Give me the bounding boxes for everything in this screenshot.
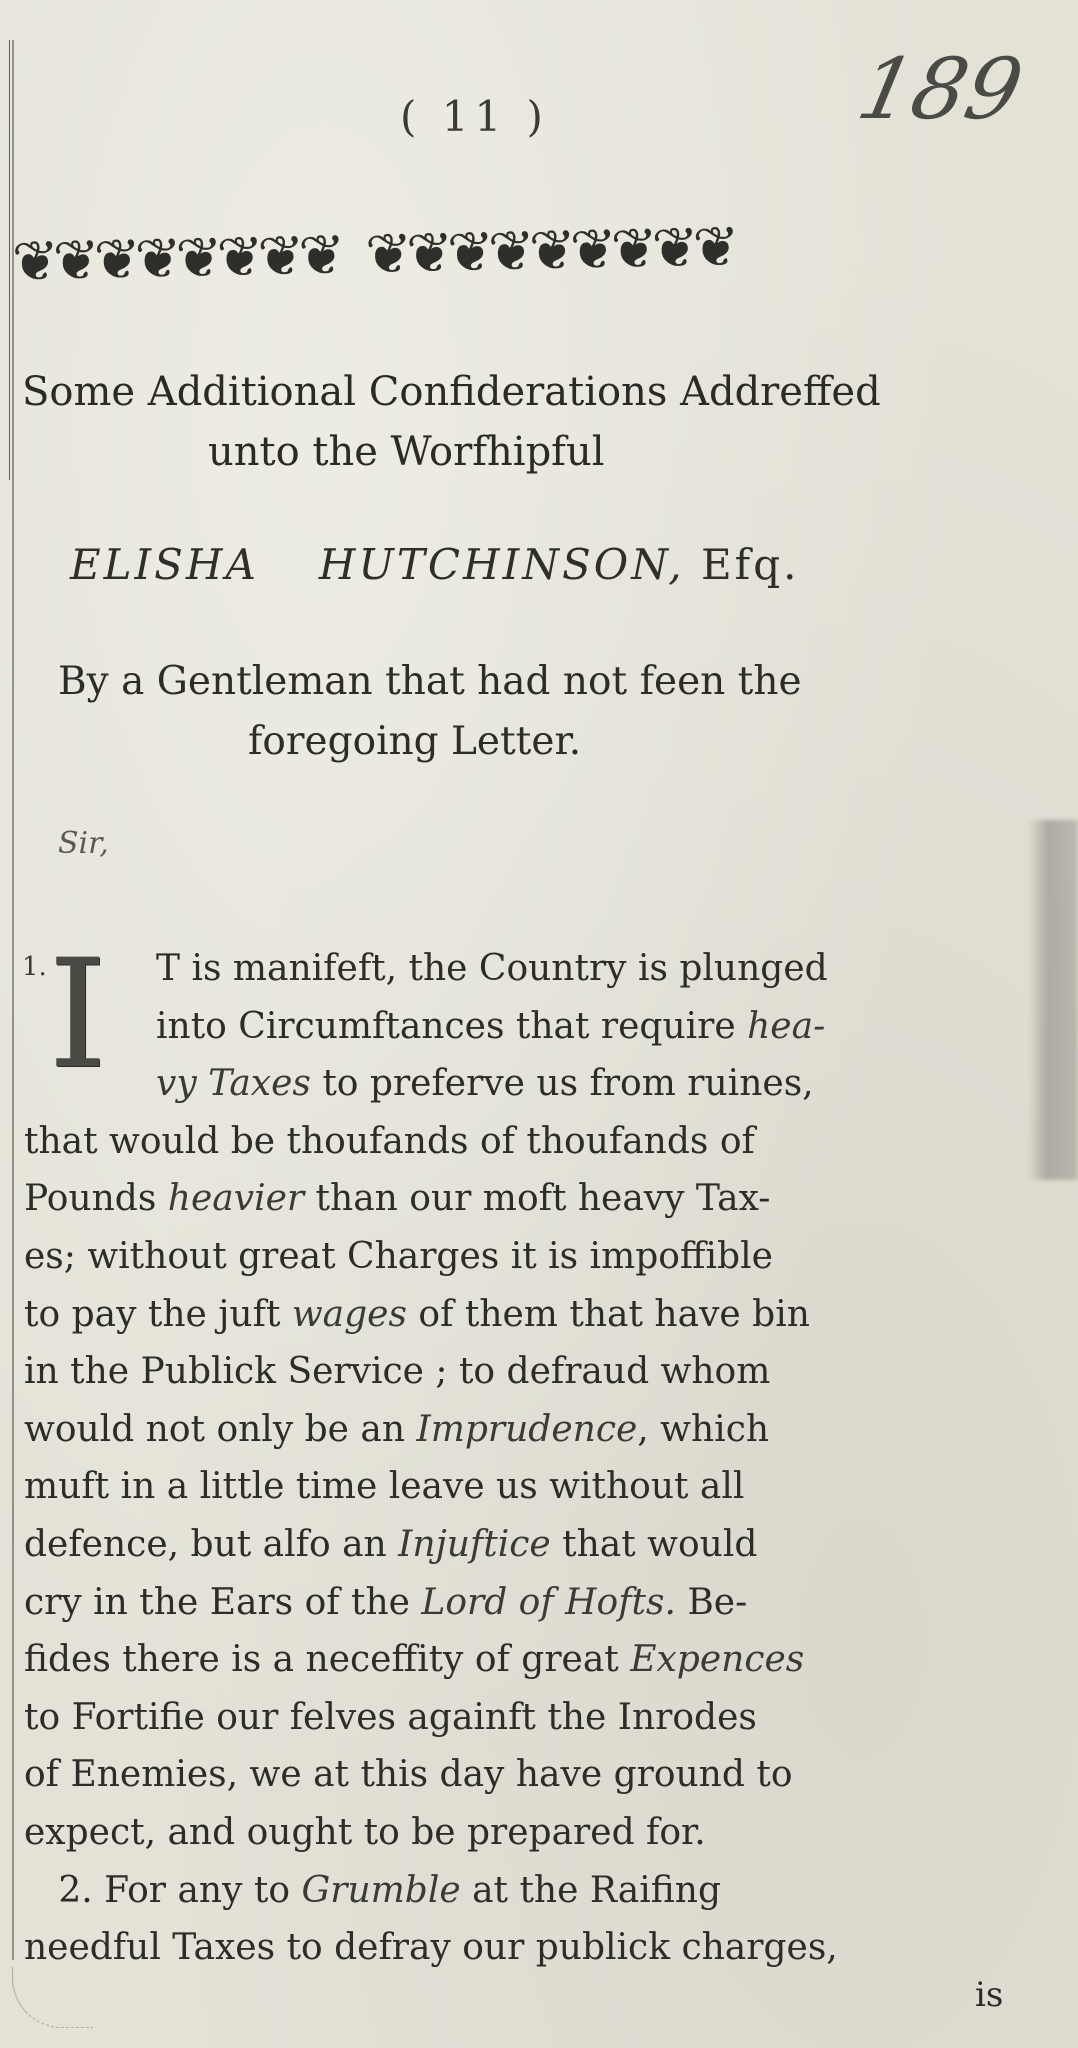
text-line: cry in the Ears of the Lord of Hofts. Be- (24, 1581, 748, 1623)
title-line-2: unto the Worfhipful (208, 429, 605, 475)
left-margin-rule-dark (9, 40, 10, 480)
byline-line-1: By a Gentleman that had not feen the (58, 659, 802, 704)
text-line: 2. For any to Grumble at the Raifing (24, 1869, 722, 1911)
text-line: T is manifeft, the Country is plunged (156, 948, 828, 989)
paragraph-number-1: 1. (22, 952, 47, 982)
right-edge-smudge (1028, 820, 1078, 1180)
text-line: fides there is a neceffity of great Expences (24, 1639, 805, 1681)
printers-ornament-band (11, 198, 963, 308)
text-line: of Enemies, we at this day have ground to (24, 1754, 793, 1796)
page-number: ( 11 ) (400, 92, 549, 141)
text-line: vy Taxes to preferve us from ruines, (156, 1063, 814, 1105)
text-line: expect, and ought to be prepared for. (24, 1811, 706, 1853)
text-line: in the Publick Service ; to defraud whom (24, 1351, 771, 1393)
addressee-name (70, 540, 799, 589)
text-line: that would be thoufands of thoufands of (24, 1120, 755, 1162)
text-line: es; without great Charges it is impoffible (24, 1235, 773, 1277)
document-title (22, 362, 1022, 482)
text-line: Pounds heavier than our moft heavy Tax- (24, 1178, 771, 1220)
salutation: Sir, (58, 826, 109, 861)
handwritten-folio-number: 189 (849, 40, 1031, 138)
catchword: is (975, 1975, 1004, 2015)
drop-cap: I (48, 928, 108, 1102)
addressee-first-name: ELISHA (70, 540, 259, 589)
byline (58, 652, 1058, 772)
text-line: would not only be an Imprudence, which (24, 1408, 770, 1450)
text-line: defence, but alfo an Injuftice that would (24, 1523, 758, 1565)
left-margin-rule (12, 40, 14, 1960)
text-line: muft in a little time leave us without all (24, 1466, 745, 1508)
text-line: to Fortifie our felves againft the Inrodes (24, 1696, 757, 1738)
text-line: to pay the juft wages of them that have bin (24, 1293, 810, 1335)
ornament-right-group: ❦❦❦❦❦❦❦❦❦ (364, 214, 735, 288)
title-line-1: Some Additional Confiderations Addreffed (22, 369, 881, 415)
byline-line-2: foregoing Letter. (248, 719, 582, 764)
text-line: into Circumftances that require hea- (156, 1005, 826, 1047)
addressee-last-name: HUTCHINSON, (318, 540, 685, 589)
body-text (24, 928, 1004, 1977)
text-line: needful Taxes to defray our publick charges, (24, 1927, 838, 1969)
addressee-suffix: Efq. (701, 540, 800, 589)
ornament-left-group: ❦❦❦❦❦❦❦❦ (11, 223, 340, 295)
